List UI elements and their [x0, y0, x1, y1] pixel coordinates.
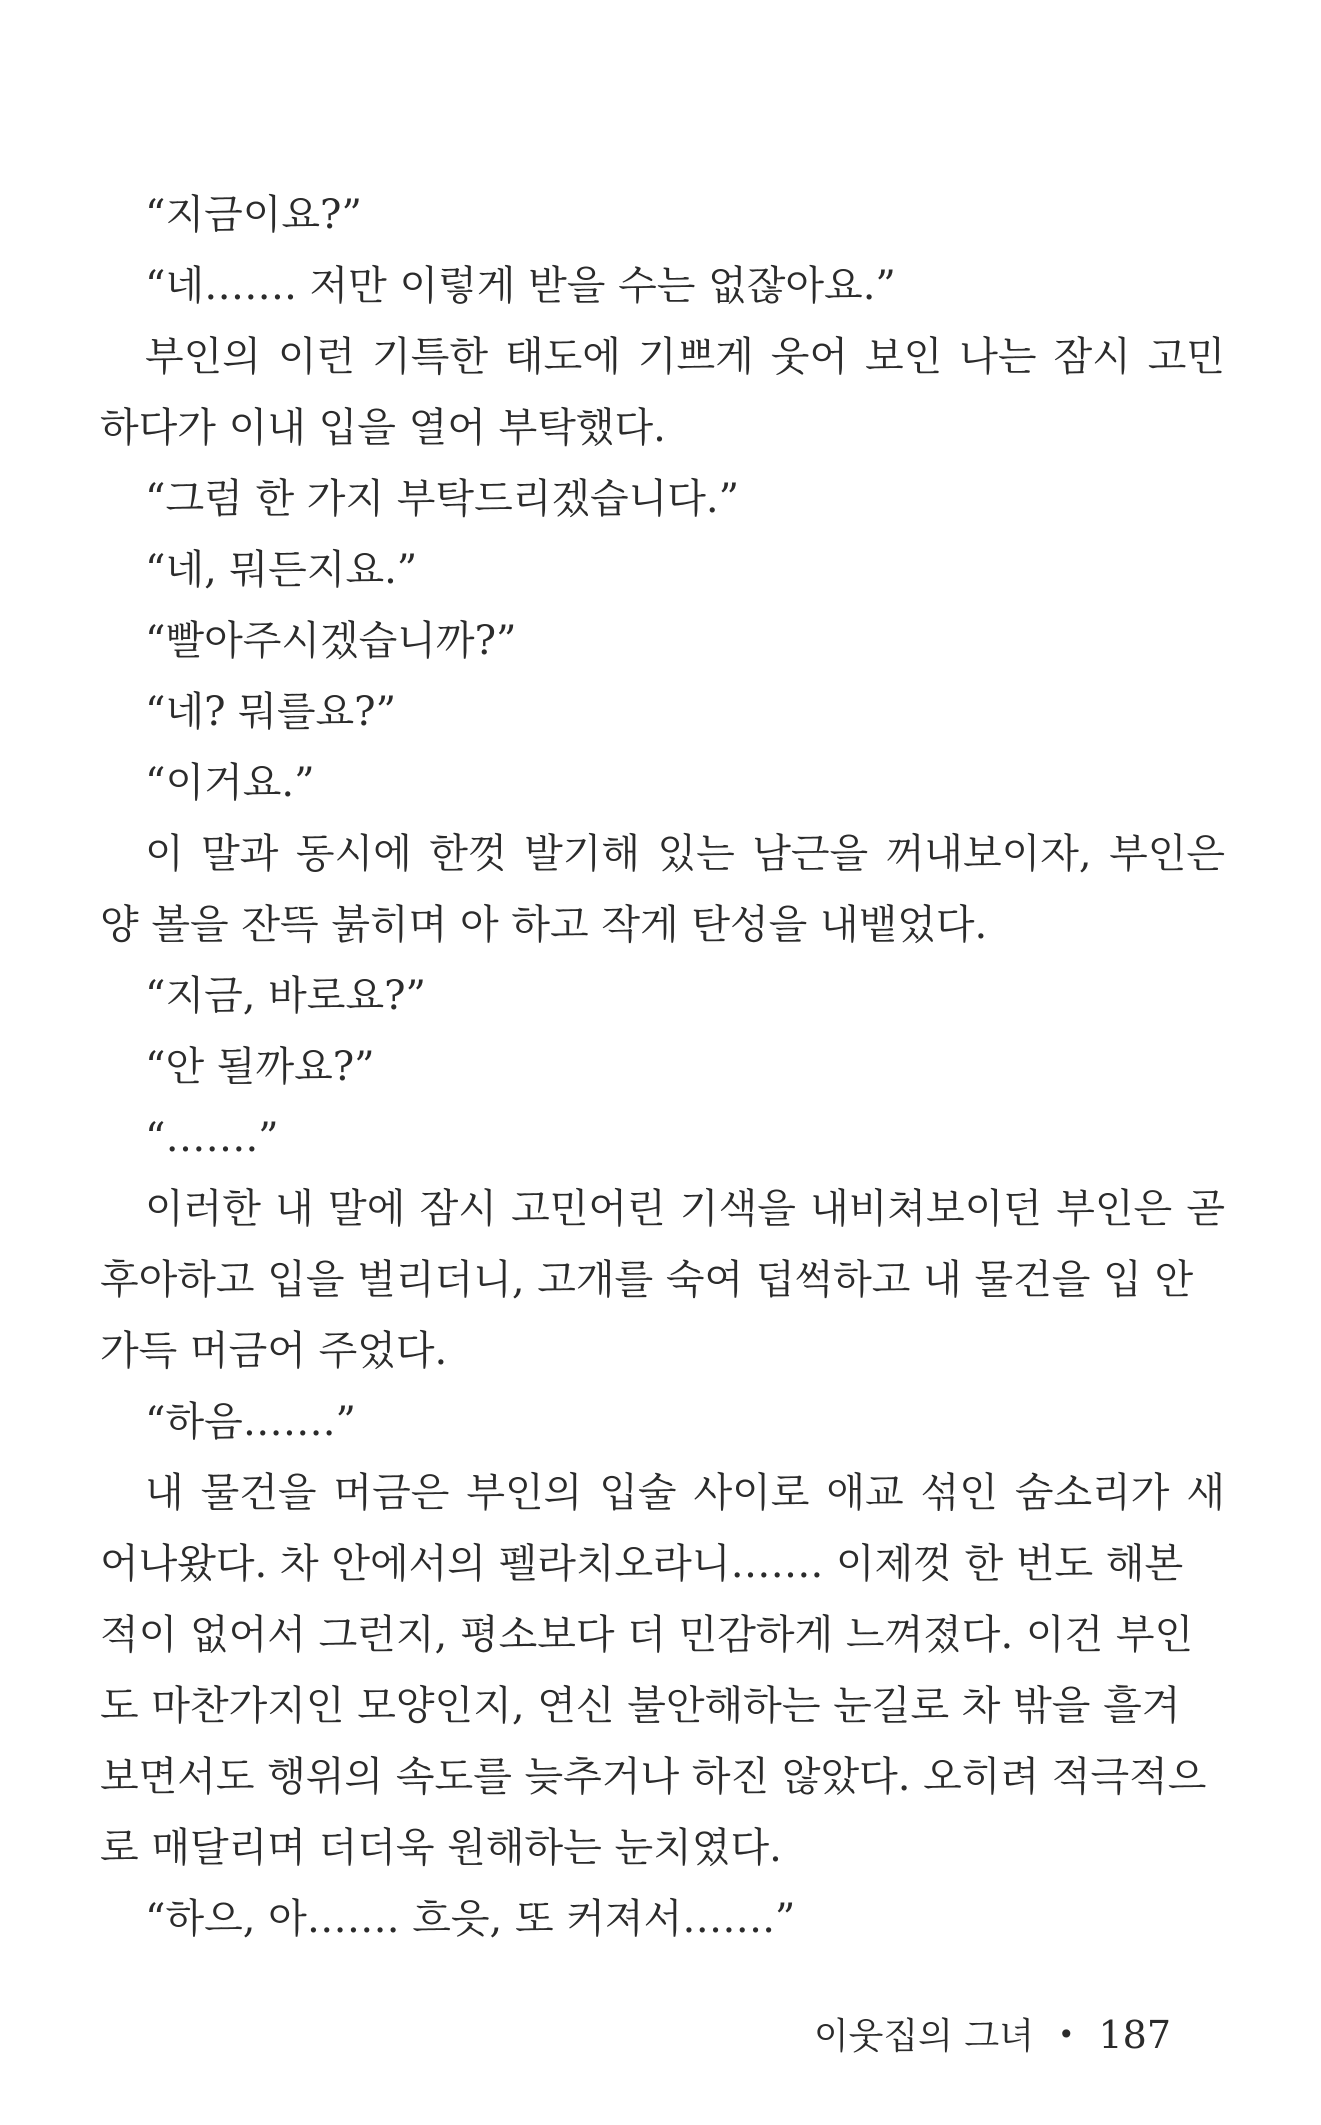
text-line: “지금이요?” [145, 192, 362, 238]
text-line: 가득 머금어 주었다. [100, 1328, 448, 1374]
text-line: “이거요.” [145, 760, 315, 806]
text-line: “네, 뭐든지요.” [145, 547, 418, 593]
page-footer [814, 2010, 1171, 2062]
text-line: “안 될까요?” [145, 1044, 375, 1090]
text-line: “빨아주시겠습니까?” [145, 618, 517, 664]
text-line: “지금, 바로요?” [145, 973, 426, 1019]
text-line: “네……. 저만 이렇게 받을 수는 없잖아요.” [145, 263, 896, 309]
text-line: “네? 뭐를요?” [145, 689, 397, 735]
text-line: 하다가 이내 입을 열어 부탁했다. [100, 405, 666, 451]
body-text [100, 180, 1225, 1955]
text-line: “하음…….” [145, 1399, 356, 1445]
text-line: 내 물건을 머금은 부인의 입술 사이로 애교 섞인 숨소리가 새 [145, 1470, 1225, 1516]
text-line: 어나왔다. 차 안에서의 펠라치오라니……. 이제껏 한 번도 해본 [100, 1541, 1184, 1587]
text-line: 이러한 내 말에 잠시 고민어린 기색을 내비쳐보이던 부인은 곧 [145, 1186, 1225, 1232]
text-line: 보면서도 행위의 속도를 늦추거나 하진 않았다. 오히려 적극적으 [100, 1754, 1207, 1800]
page-number: 187 [1098, 2013, 1171, 2057]
bullet-separator: • [1057, 2018, 1075, 2051]
text-line: 도 마찬가지인 모양인지, 연신 불안해하는 눈길로 차 밖을 흘겨 [100, 1683, 1181, 1729]
text-line: 후아하고 입을 벌리더니, 고개를 숙여 덥썩하고 내 물건을 입 안 [100, 1257, 1194, 1303]
text-line: 부인의 이런 기특한 태도에 기쁘게 웃어 보인 나는 잠시 고민 [145, 334, 1225, 380]
text-line: “그럼 한 가지 부탁드리겠습니다.” [145, 476, 740, 522]
text-line: 이 말과 동시에 한껏 발기해 있는 남근을 꺼내보이자, 부인은 [145, 831, 1225, 877]
text-line: “…….” [145, 1115, 279, 1161]
text-line: 적이 없어서 그런지, 평소보다 더 민감하게 느껴졌다. 이건 부인 [100, 1612, 1194, 1658]
text-line: 로 매달리며 더더욱 원해하는 눈치였다. [100, 1825, 782, 1871]
text-line: “하으, 아……. 흐읏, 또 커져서…….” [145, 1896, 796, 1942]
text-line: 양 볼을 잔뜩 붉히며 아 하고 작게 탄성을 내뱉었다. [100, 902, 988, 948]
running-title: 이웃집의 그녀 [813, 2016, 1034, 2057]
